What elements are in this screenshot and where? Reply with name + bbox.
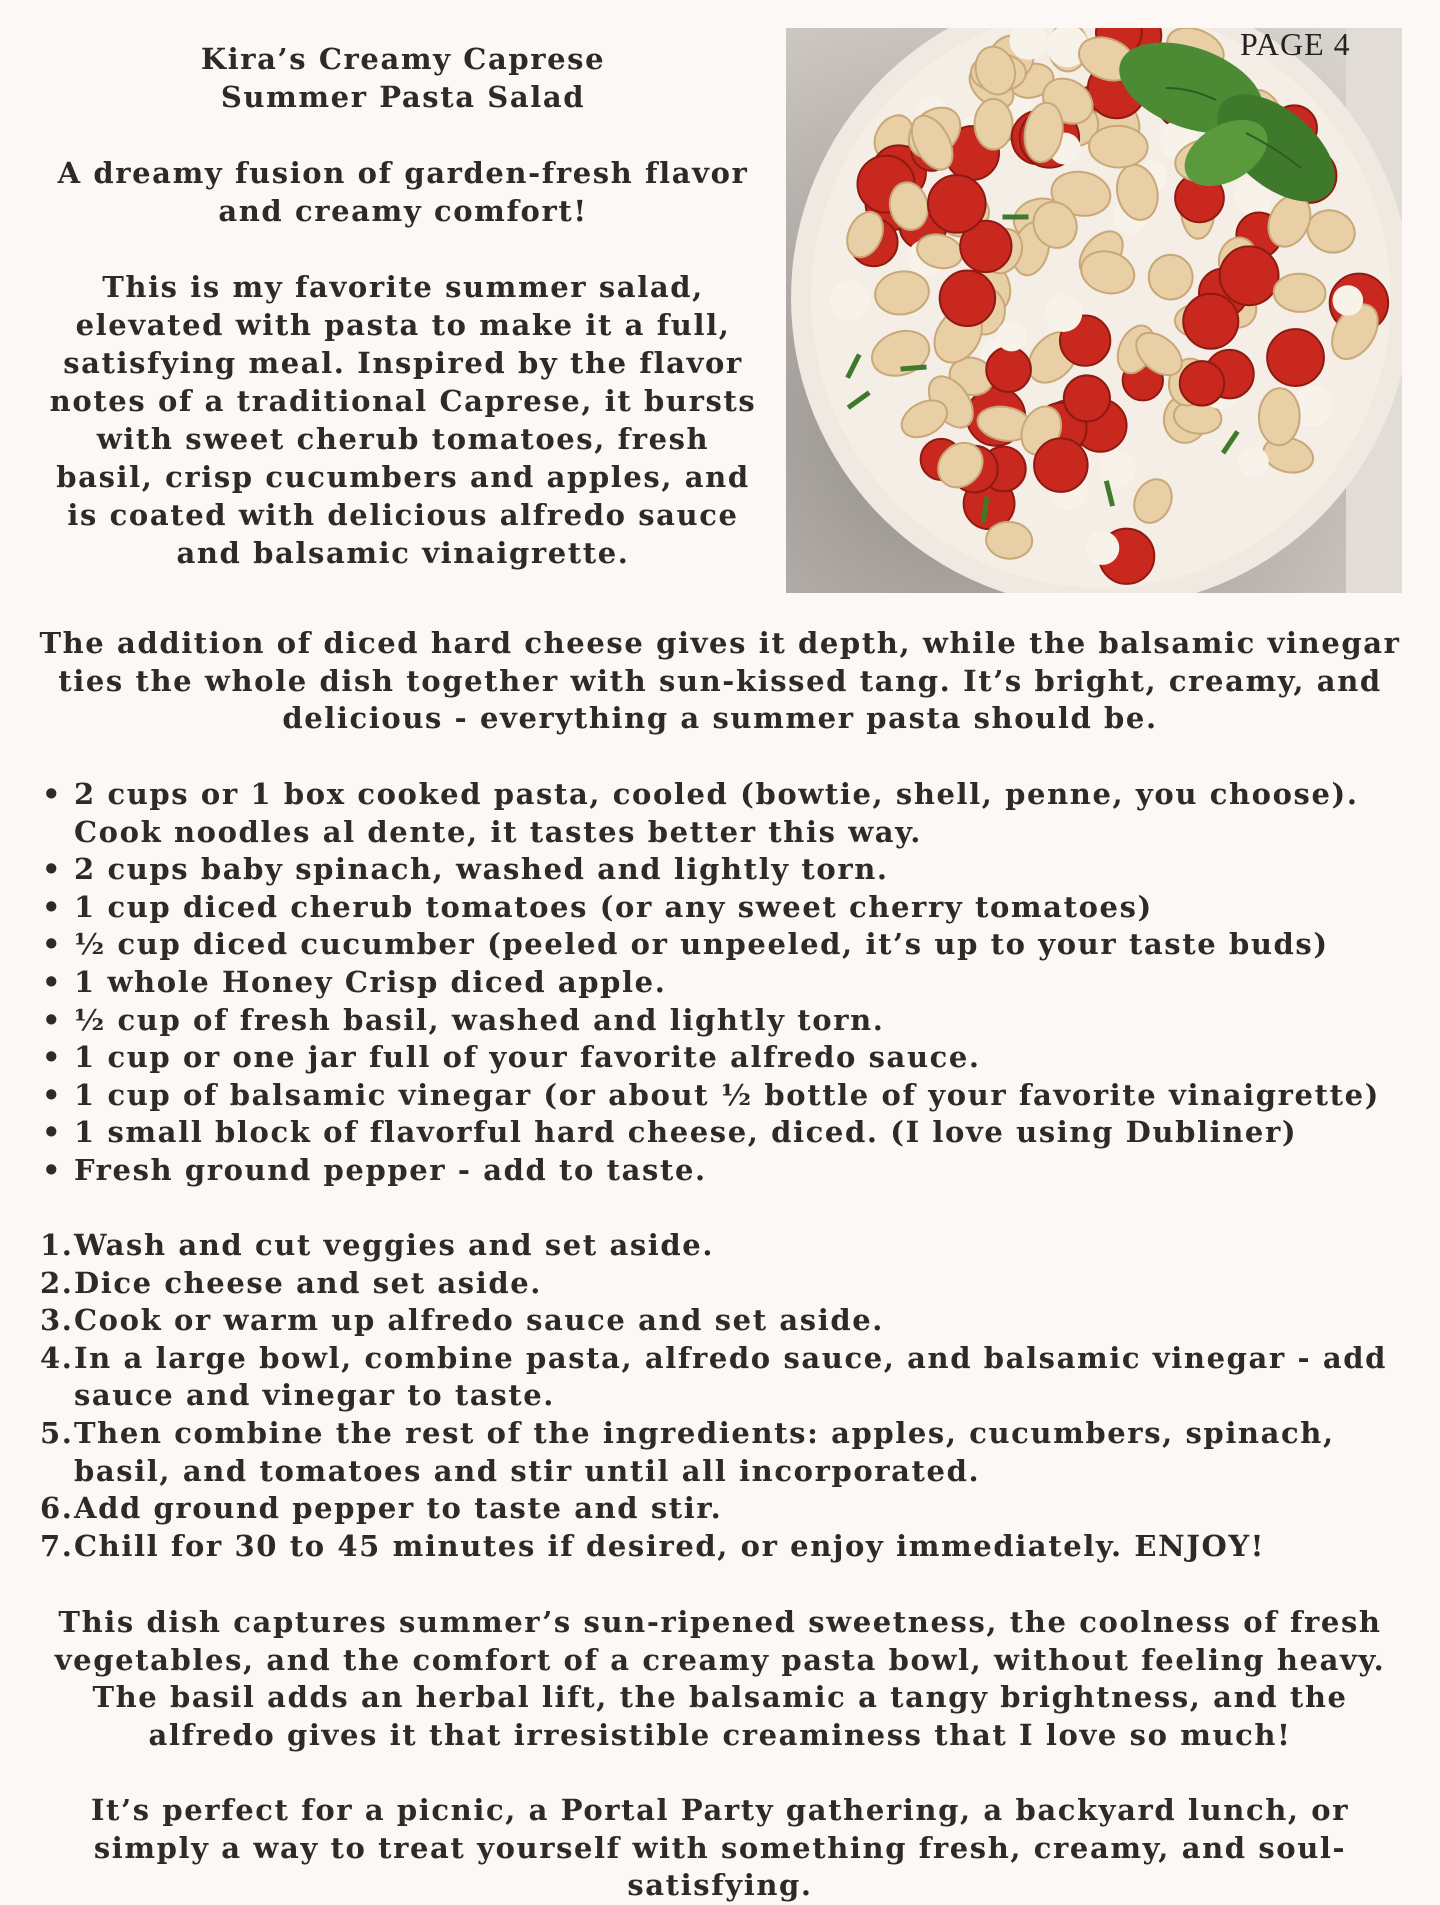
- ingredient-item: • 2 cups baby spinach, washed and lightly torn.: [28, 851, 1412, 889]
- ingredient-item: • ½ cup of fresh basil, washed and lightly torn.: [28, 1002, 1412, 1040]
- step-number: 5.: [40, 1415, 74, 1450]
- addition-text: The addition of diced hard cheese gives it depth, while the balsamic vinegar ties the whole dish together with sun-kissed tang. It’s bright, creamy, and delicious - everything a summer pasta should be.: [39, 626, 1401, 736]
- pasta-salad-photo: [786, 28, 1402, 593]
- step-number: 1.: [40, 1228, 74, 1262]
- ingredient-item: • 1 small block of flavorful hard cheese, diced. (I love using Dubliner): [28, 1114, 1412, 1152]
- step-text: Chill for 30 to 45 minutes if desired, or enjoy immediately. ENJOY!: [74, 1528, 1266, 1563]
- mozzarella-piece: [830, 281, 870, 321]
- recipe-description: This is my favorite summer salad, elevated with pasta to make it a full, satisfying meal. Inspired by the flavor notes of a traditional Caprese, it bursts with sweet cherub tomatoes, fresh basil, crisp cucumbers and apples, and is coated with delicious alfredo sauce and balsamic vinaigrette.: [49, 270, 757, 570]
- closing-text: This dish captures summer’s sun-ripened sweetness, the coolness of fresh vegetables, and the comfort of a creamy pasta bowl, without feeling heavy. The basil adds an herbal lift, the balsamic a tangy brightness, and the alfredo gives it that irresistible creaminess that I love so much!: [54, 1605, 1386, 1752]
- step-item: [28, 1340, 1412, 1415]
- step-item: [28, 1415, 1412, 1490]
- basil-strip: [1002, 214, 1028, 219]
- title-line-2: Summer Pasta Salad: [220, 80, 586, 114]
- step-text: Add ground pepper to taste and stir.: [74, 1491, 723, 1526]
- title-line-1: Kira’s Creamy Caprese: [200, 42, 606, 76]
- mozzarella-piece: [1048, 28, 1080, 60]
- mozzarella-piece: [996, 321, 1026, 351]
- pasta-shell: [974, 99, 1013, 150]
- closing-paragraph-1: [28, 1604, 1412, 1754]
- ingredient-item: • 1 whole Honey Crisp diced apple.: [28, 964, 1412, 1002]
- tomato-piece: [1180, 361, 1224, 405]
- closing-paragraph-2: [28, 1792, 1412, 1905]
- ingredient-item: • 1 cup diced cherub tomatoes (or any sweet cherry tomatoes): [28, 889, 1412, 927]
- ingredient-item: • Fresh ground pepper - add to taste.: [28, 1152, 1412, 1190]
- mozzarella-piece: [1238, 447, 1268, 477]
- tomato-piece: [1183, 294, 1238, 349]
- pasta-shell: [1088, 125, 1148, 169]
- step-text: Then combine the rest of the ingredients: apples, cucumbers, spinach, basil, and tomatoes and stir until all incorporated.: [74, 1415, 1335, 1488]
- tomato-piece: [1034, 438, 1088, 492]
- ingredients-list: [28, 776, 1412, 1190]
- step-number: 2.: [40, 1265, 74, 1300]
- tomato-piece: [1267, 329, 1324, 386]
- recipe-tagline: A dreamy fusion of garden-fresh flavor and creamy comfort!: [57, 156, 749, 228]
- step-text: Wash and cut veggies and set aside.: [74, 1228, 715, 1262]
- page-number: PAGE 4: [1240, 26, 1351, 62]
- step-item: [28, 1302, 1412, 1340]
- intro-block: [48, 40, 758, 572]
- mozzarella-piece: [1333, 285, 1364, 316]
- tomato-piece: [1064, 375, 1110, 421]
- mozzarella-piece: [1044, 294, 1082, 332]
- ingredient-item: • 2 cups or 1 box cooked pasta, cooled (bowtie, shell, penne, you choose). Cook noodles al dente, it tastes better this way.: [28, 776, 1412, 851]
- tomato-piece: [1220, 246, 1279, 305]
- ingredients-section: [28, 776, 1412, 1190]
- step-item: [28, 1528, 1412, 1566]
- closing-text: It’s perfect for a picnic, a Portal Party gathering, a backyard lunch, or simply a way to treat yourself with something fresh, creamy, and soul-satisfying.: [90, 1793, 1350, 1903]
- ingredient-item: • 1 cup or one jar full of your favorite alfredo sauce.: [28, 1039, 1412, 1077]
- step-text: In a large bowl, combine pasta, alfredo sauce, and balsamic vinegar - add sauce and vinegar to taste.: [74, 1340, 1387, 1413]
- mozzarella-piece: [1085, 531, 1119, 565]
- ingredient-item: • 1 cup of balsamic vinegar (or about ½ bottle of your favorite vinaigrette): [28, 1077, 1412, 1115]
- tomato-piece: [940, 271, 995, 326]
- tomato-piece: [986, 347, 1031, 392]
- pasta-bowl-illustration: [786, 28, 1402, 593]
- tomato-piece: [928, 175, 986, 233]
- steps-section: [28, 1227, 1412, 1565]
- step-number: 6.: [40, 1491, 74, 1526]
- step-text: Cook or warm up alfredo sauce and set aside.: [74, 1303, 884, 1338]
- step-item: [28, 1227, 1412, 1265]
- pasta-shell: [1258, 388, 1301, 446]
- step-number: 7.: [40, 1528, 74, 1563]
- step-number: 4.: [40, 1340, 74, 1375]
- step-number: 3.: [40, 1303, 74, 1338]
- step-text: Dice cheese and set aside.: [74, 1265, 542, 1300]
- addition-paragraph: [28, 625, 1412, 738]
- ingredient-item: • ½ cup diced cucumber (peeled or unpeeled, it’s up to your taste buds): [28, 926, 1412, 964]
- step-item: [28, 1490, 1412, 1528]
- steps-list: [28, 1227, 1412, 1565]
- recipe-title: [48, 40, 758, 116]
- pasta-shell: [1273, 273, 1326, 313]
- step-item: [28, 1265, 1412, 1303]
